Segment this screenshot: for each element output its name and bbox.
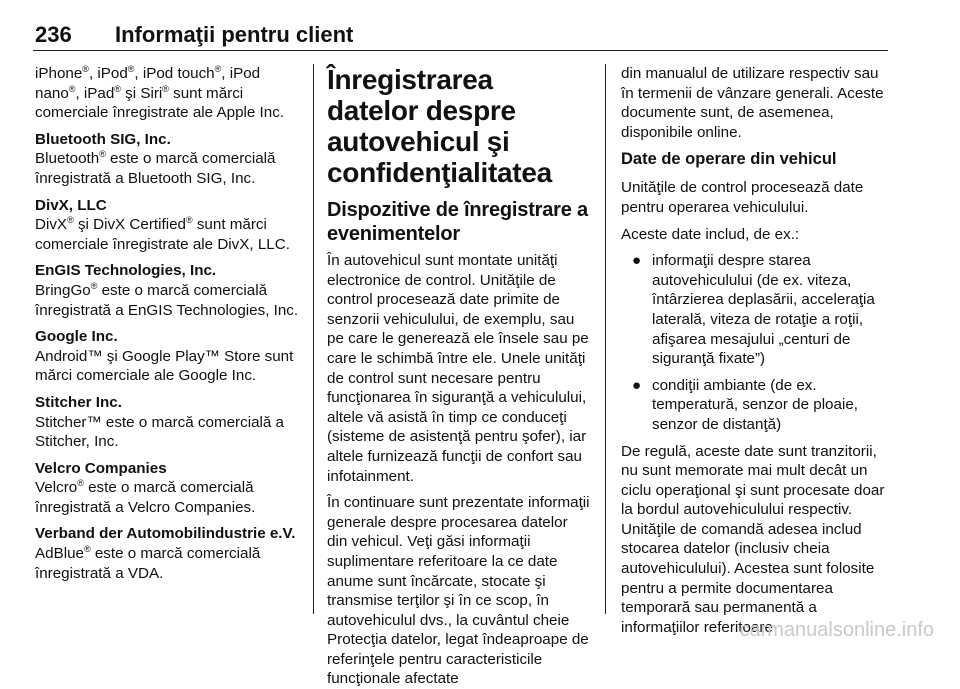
page-number: 236 <box>35 22 72 47</box>
page-header <box>33 18 888 51</box>
paragraph: Unităţile de control procesează date pentru operarea vehiculului. <box>621 179 864 216</box>
vda-title: Verband der Automobilindustrie e.V. <box>35 525 296 543</box>
column-divider <box>313 64 314 614</box>
section-heading: Înregistrarea datelor despre autovehicul şi confidenţialitatea <box>327 64 552 188</box>
paragraph: În continuare sunt prezentate informaţii generale despre procesarea datelor din vehicul. Veţi găsi informaţii suplimentare referitoare la ce date anume sunt încărcate, stocate şi transmise terţilor şi în ce scop, în autovehiculul dvs., la cuvântul cheie Protecţia datelor, legat îndeaproape de referinţele pentru caracteristicile funcţionale afectate <box>327 494 590 688</box>
google-title: Google Inc. <box>35 328 118 346</box>
stitcher-trademark: Stitcher™ este o marcă comercială a Stitcher, Inc. <box>35 413 284 451</box>
paragraph: În autovehicul sunt montate unităţi electronice de control. Unităţile de control procesează date primite de senzorii vehiculului, de exemplu, sau pe care le generează ele însele sau pe care le schimbă între ele. Unele unităţi de control sunt necesare pentru funcţionarea în siguranţă a vehiculului, altele vă asistă în timp ce conduceţi (sisteme de asistenţă pentru şofer), iar altele furnizează funcţii de confort sau infotainment. <box>327 252 589 485</box>
paragraph: De regulă, aceste date sunt tranzitorii, nu sunt memorate mai mult decât un ciclu operaţional şi sunt procesate doar la bordul autovehiculului respectiv. Unităţile de comandă adesea includ stocarea datelor (inclusiv cheia autovehiculului). Acestea sunt folosite pentru a permite documentarea temporară sau permanentă a informaţiilor referitoare <box>621 442 885 636</box>
paragraph: din manualul de utilizare respectiv sau în termenii de vânzare generali. Aceste documente sunt, de asemenea, disponibile online. <box>621 65 884 141</box>
google-trademark: Android™ şi Google Play™ Store sunt mărci comerciale ale Google Inc. <box>35 347 294 385</box>
column-trademarks <box>35 64 299 626</box>
velcro-trademark: Velcro® este o marcă comercială înregistrată a Velcro Companies. <box>35 478 256 516</box>
page-title: Informaţii pentru client <box>115 22 354 47</box>
bluetooth-trademark: Bluetooth® este o marcă comercială înregistrată a Bluetooth SIG, Inc. <box>35 149 276 187</box>
divx-trademark: DivX® şi DivX Certified® sunt mărci comerciale înregistrate ale DivX, LLC. <box>35 215 290 253</box>
engis-title: EnGIS Technologies, Inc. <box>35 262 217 280</box>
watermark: carmanualsonline.info <box>739 619 934 641</box>
list-item: ● informaţii despre starea autovehiculului (de ex. viteza, întârzierea deplasării, acceleraţia laterală, viteza de rotaţie a roţii, afişarea mesajului „centuri de siguranţă fixate”) <box>632 252 875 368</box>
subsection-heading: Date de operare din vehicul <box>621 150 837 169</box>
bluetooth-title: Bluetooth SIG, Inc. <box>35 130 171 148</box>
engis-trademark: BringGo® este o marcă comercială înregistrată a EnGIS Technologies, Inc. <box>35 280 299 319</box>
vda-trademark: AdBlue® este o marcă comercială înregistrată a VDA. <box>35 544 261 582</box>
list-item: ● condiţii ambiante (de ex. temperatură, senzor de ploaie, senzor de distanţă) <box>632 376 858 433</box>
bullet-list <box>621 251 891 434</box>
column-divider <box>605 64 606 614</box>
paragraph: Aceste date includ, de ex.: <box>621 225 800 243</box>
bullet-icon: ● <box>632 376 642 394</box>
bullet-icon: ● <box>632 252 642 270</box>
divx-title: DivX, LLC <box>35 196 107 214</box>
subsection-heading: Dispozitive de înregistrare a evenimentelor <box>327 199 588 245</box>
apple-trademark: iPhone®, iPod®, iPod touch®, iPod nano®, iPad® şi Siri® sunt mărci comerciale înregistrate ale Apple Inc. <box>35 63 285 122</box>
column-data-recording <box>327 64 591 688</box>
velcro-title: Velcro Companies <box>35 459 167 477</box>
stitcher-title: Stitcher Inc. <box>35 393 122 411</box>
